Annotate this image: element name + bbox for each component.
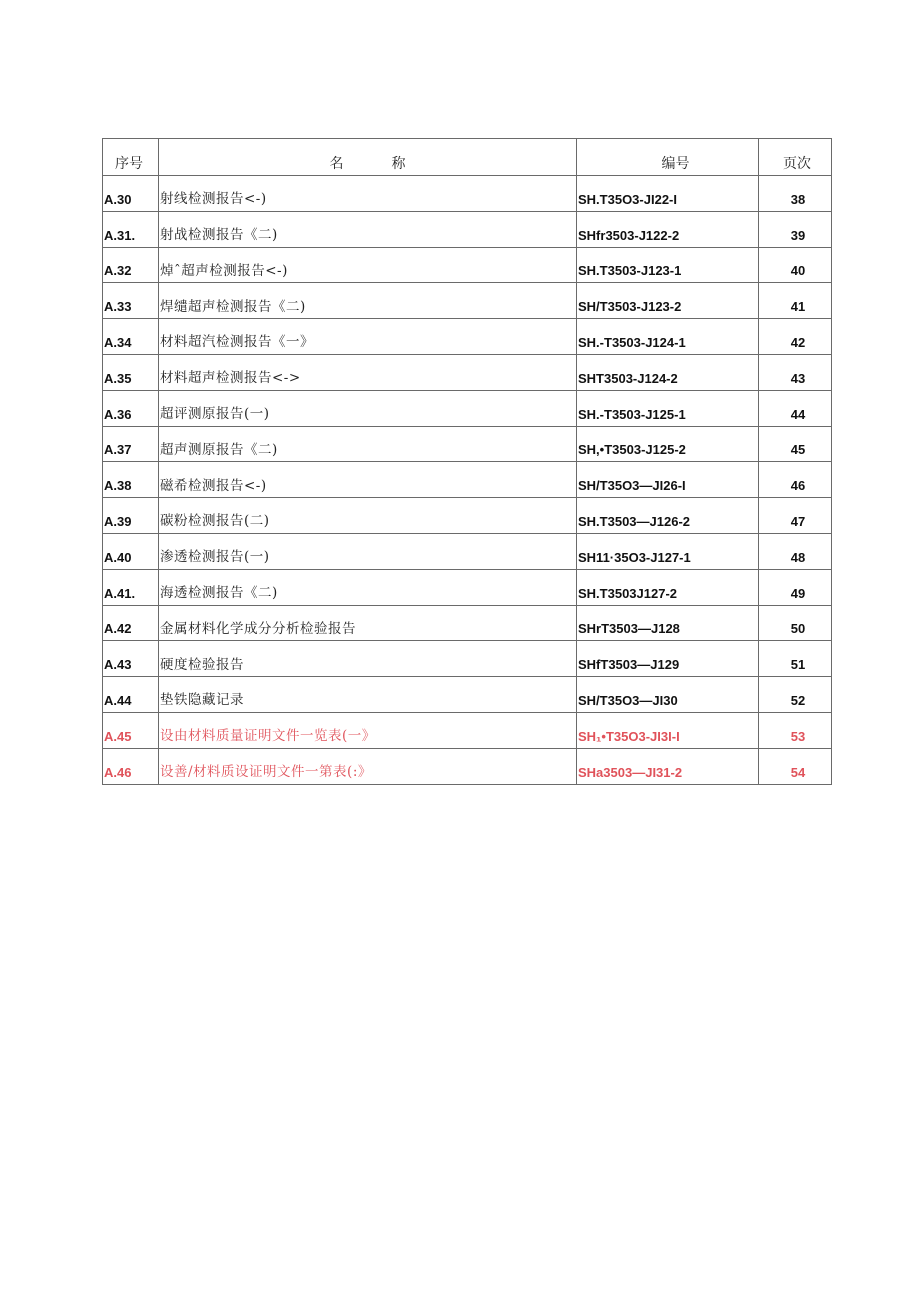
row-document-name: 焯ˆ超声检测报告<-) [159, 247, 577, 283]
row-document-name: 垫铁隐藏记录 [159, 677, 577, 713]
table-row [103, 641, 832, 677]
header-name [159, 139, 577, 176]
row-serial-number: A.36 [103, 390, 159, 426]
row-serial-number: A.41. [103, 569, 159, 605]
table-row [103, 533, 832, 569]
row-document-name: 焊缱超声检测报告《二) [159, 283, 577, 319]
header-name-char-1: 名 [329, 156, 344, 172]
row-serial-number: A.43 [103, 641, 159, 677]
row-serial-number: A.42 [103, 605, 159, 641]
row-document-name: 材料超声检测报告<-> [159, 354, 577, 390]
row-page-number: 44 [759, 390, 832, 426]
row-serial-number: A.35 [103, 354, 159, 390]
row-document-code: SH,•T3503-J125-2 [577, 426, 759, 462]
row-serial-number: A.32 [103, 247, 159, 283]
row-page-number: 51 [759, 641, 832, 677]
row-serial-number: A.31. [103, 211, 159, 247]
row-page-number: 54 [759, 748, 832, 784]
row-serial-number: A.44 [103, 677, 159, 713]
row-document-code: SH.T3503—J126-2 [577, 498, 759, 534]
row-serial-number: A.39 [103, 498, 159, 534]
row-document-code: SH.-T3503-J125-1 [577, 390, 759, 426]
row-page-number: 50 [759, 605, 832, 641]
table-row [103, 569, 832, 605]
table-row [103, 498, 832, 534]
row-document-name: 材料超汽检测报告《一》 [159, 319, 577, 355]
row-page-number: 42 [759, 319, 832, 355]
table-row [103, 283, 832, 319]
row-document-name: 超声测原报告《二) [159, 426, 577, 462]
table-row [103, 247, 832, 283]
row-document-code: SH.T3503J127-2 [577, 569, 759, 605]
table-row [103, 605, 832, 641]
row-page-number: 48 [759, 533, 832, 569]
row-document-code: SHrT3503—J128 [577, 605, 759, 641]
row-page-number: 46 [759, 462, 832, 498]
row-serial-number: A.45 [103, 712, 159, 748]
table-row [103, 712, 832, 748]
row-document-code: SHa3503—JI31-2 [577, 748, 759, 784]
table-row [103, 211, 832, 247]
row-page-number: 53 [759, 712, 832, 748]
row-serial-number: A.46 [103, 748, 159, 784]
row-serial-number: A.37 [103, 426, 159, 462]
row-document-name: 金属材料化学成分分析检验报告 [159, 605, 577, 641]
header-serial-number: 序号 [103, 139, 159, 176]
document-index-table [102, 138, 832, 785]
row-document-code: SH₁•T35O3-JI3I-I [577, 712, 759, 748]
header-page: 页次 [759, 139, 832, 176]
row-page-number: 43 [759, 354, 832, 390]
row-page-number: 49 [759, 569, 832, 605]
row-document-name: 超评测原报告(一) [159, 390, 577, 426]
row-document-name: 渗透检测报告(一) [159, 533, 577, 569]
row-page-number: 52 [759, 677, 832, 713]
row-document-name: 射线检测报告<-) [159, 176, 577, 212]
row-document-code: SH11·35O3-J127-1 [577, 533, 759, 569]
table-header-row [103, 139, 832, 176]
table-row [103, 677, 832, 713]
row-document-name: 设善/材料质设证明文件一第表(:》 [159, 748, 577, 784]
row-document-code: SH.-T3503-J124-1 [577, 319, 759, 355]
table-row [103, 462, 832, 498]
header-name-char-2: 称 [391, 156, 406, 172]
row-document-name: 磁希检测报告<-) [159, 462, 577, 498]
row-document-name: 设由材料质量证明文件一览表(一》 [159, 712, 577, 748]
row-document-code: SHfr3503-J122-2 [577, 211, 759, 247]
row-page-number: 47 [759, 498, 832, 534]
row-page-number: 38 [759, 176, 832, 212]
row-page-number: 40 [759, 247, 832, 283]
row-page-number: 41 [759, 283, 832, 319]
table-row [103, 354, 832, 390]
row-document-name: 海透检测报告《二) [159, 569, 577, 605]
row-serial-number: A.38 [103, 462, 159, 498]
row-page-number: 39 [759, 211, 832, 247]
row-document-code: SHT3503-J124-2 [577, 354, 759, 390]
row-document-code: SH.T3503-J123-1 [577, 247, 759, 283]
row-document-code: SHfT3503—J129 [577, 641, 759, 677]
row-serial-number: A.40 [103, 533, 159, 569]
table-row [103, 319, 832, 355]
row-serial-number: A.34 [103, 319, 159, 355]
row-document-code: SH/T3503-J123-2 [577, 283, 759, 319]
row-document-name: 硬度检验报告 [159, 641, 577, 677]
table-row [103, 748, 832, 784]
row-document-code: SH/T35O3—JI30 [577, 677, 759, 713]
row-page-number: 45 [759, 426, 832, 462]
header-code: 编号 [577, 139, 759, 176]
table-row [103, 426, 832, 462]
table-row [103, 390, 832, 426]
row-document-name: 射战检测报告《二) [159, 211, 577, 247]
row-document-name: 碳粉检测报告(二) [159, 498, 577, 534]
row-serial-number: A.30 [103, 176, 159, 212]
table-row [103, 176, 832, 212]
row-document-code: SH/T35O3—JI26-I [577, 462, 759, 498]
row-serial-number: A.33 [103, 283, 159, 319]
row-document-code: SH.T35O3-JI22-I [577, 176, 759, 212]
